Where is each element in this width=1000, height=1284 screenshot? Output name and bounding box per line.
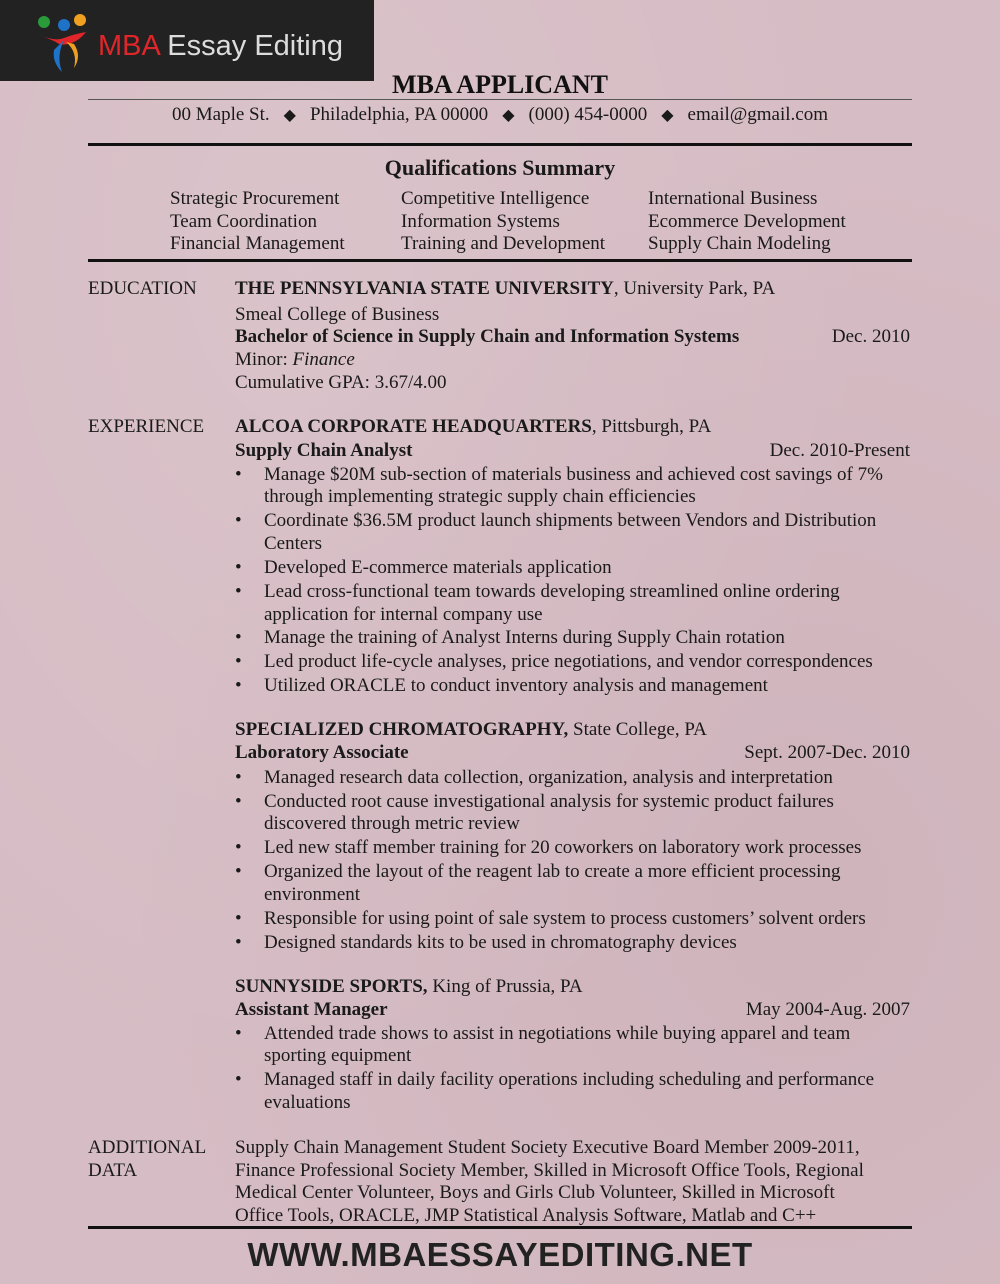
bullet-text: Lead cross-functional team towards developing streamlined online ordering — [264, 581, 840, 602]
school-name: THE PENNSYLVANIA STATE UNIVERSITY — [235, 278, 614, 299]
person-logo-icon — [34, 12, 90, 74]
logo-mba-text: MBA — [98, 30, 160, 62]
diamond-icon: ◆ — [661, 107, 674, 124]
qualification-item: Supply Chain Modeling — [648, 233, 831, 254]
company-line — [235, 976, 583, 998]
contact-phone: (000) 454-0000 — [528, 104, 648, 125]
logo-banner — [0, 0, 374, 81]
company-location: , Pittsburgh, PA — [591, 416, 712, 437]
bullet-text: discovered through metric review — [264, 813, 520, 834]
qualification-item: Financial Management — [170, 233, 345, 254]
additional-text-line: Supply Chain Management Student Society Executive Board Member 2009-2011, — [235, 1137, 860, 1158]
bullet-text: Attended trade shows to assist in negotiations while buying apparel and team — [264, 1023, 851, 1044]
section-divider — [88, 259, 912, 262]
bullet-icon: • — [235, 791, 242, 812]
job-title: Laboratory Associate — [235, 742, 409, 763]
additional-label-line1: ADDITIONAL — [88, 1137, 207, 1158]
additional-text-line: Finance Professional Society Member, Skilled in Microsoft Office Tools, Regional — [235, 1160, 864, 1181]
job-dates: Sept. 2007-Dec. 2010 — [744, 742, 910, 763]
bullet-icon: • — [235, 932, 242, 953]
bullet-text: Utilized ORACLE to conduct inventory analysis and management — [264, 675, 768, 696]
education-label: EDUCATION — [88, 278, 197, 299]
contact-address: 00 Maple St. — [172, 104, 270, 125]
section-divider — [88, 143, 912, 146]
bullet-icon: • — [235, 557, 242, 578]
bullet-text: Manage $20M sub-section of materials business and achieved cost savings of 7% — [264, 464, 883, 485]
company-name: SUNNYSIDE SPORTS, — [235, 976, 428, 997]
minor-line — [235, 349, 355, 371]
bullet-icon: • — [235, 581, 242, 602]
additional-text-line: Medical Center Volunteer, Boys and Girls Club Volunteer, Skilled in Microsoft — [235, 1182, 835, 1203]
degree: Bachelor of Science in Supply Chain and Information Systems — [235, 326, 740, 347]
bullet-text: through implementing strategic supply chain efficiencies — [264, 486, 696, 507]
school-location: , University Park, PA — [613, 278, 776, 299]
bullet-icon: • — [235, 1069, 242, 1090]
bullet-text: environment — [264, 884, 361, 905]
college-name: Smeal College of Business — [235, 304, 440, 325]
bullet-text: sporting equipment — [264, 1045, 412, 1066]
bullet-icon: • — [235, 837, 242, 858]
minor-value: Finance — [292, 349, 355, 370]
contact-line — [0, 104, 1000, 126]
bullet-text: Conducted root cause investigational analysis for systemic product failures — [264, 791, 834, 812]
contact-email: email@gmail.com — [687, 104, 828, 125]
gpa: Cumulative GPA: 3.67/4.00 — [235, 372, 447, 393]
qualification-item: Team Coordination — [170, 211, 317, 232]
bullet-text: Coordinate $36.5M product launch shipments between Vendors and Distribution — [264, 510, 877, 531]
bullet-icon: • — [235, 464, 242, 485]
footer-website-link[interactable]: WWW.MBAESSAYEDITING.NET — [247, 1236, 753, 1273]
logo-wordmark — [98, 30, 343, 63]
footer-divider — [88, 1226, 912, 1229]
bullet-text: Led product life-cycle analyses, price negotiations, and vendor correspondences — [264, 651, 873, 672]
bullet-icon: • — [235, 1023, 242, 1044]
bullet-text: Manage the training of Analyst Interns during Supply Chain rotation — [264, 627, 785, 648]
bullet-icon: • — [235, 675, 242, 696]
applicant-name: MBA APPLICANT — [392, 70, 608, 99]
job-title: Assistant Manager — [235, 999, 388, 1020]
bullet-text: evaluations — [264, 1092, 351, 1113]
bullet-icon: • — [235, 510, 242, 531]
experience-label: EXPERIENCE — [88, 416, 205, 437]
qualification-item: Ecommerce Development — [648, 211, 846, 232]
degree-date: Dec. 2010 — [831, 326, 910, 347]
bullet-text: Managed research data collection, organization, analysis and interpretation — [264, 767, 833, 788]
bullet-icon: • — [235, 767, 242, 788]
bullet-text: Organized the layout of the reagent lab to create a more efficient processing — [264, 861, 841, 882]
diamond-icon: ◆ — [283, 107, 296, 124]
school-line — [235, 278, 775, 300]
header-divider — [88, 99, 912, 100]
qualification-item: Strategic Procurement — [170, 188, 340, 209]
additional-label-line2: DATA — [88, 1160, 138, 1181]
bullet-text: application for internal company use — [264, 604, 543, 625]
contact-city: Philadelphia, PA 00000 — [309, 104, 489, 125]
company-name: ALCOA CORPORATE HEADQUARTERS — [235, 416, 592, 437]
company-location: King of Prussia, PA — [427, 976, 583, 997]
company-line — [235, 416, 711, 438]
bullet-text: Designed standards kits to be used in chromatography devices — [264, 932, 737, 953]
qualifications-title: Qualifications Summary — [384, 155, 616, 180]
qualification-item: Information Systems — [401, 211, 560, 232]
job-title: Supply Chain Analyst — [235, 440, 413, 461]
bullet-icon: • — [235, 627, 242, 648]
qualification-item: International Business — [648, 188, 818, 209]
bullet-icon: • — [235, 651, 242, 672]
qualification-item: Training and Development — [401, 233, 606, 254]
bullet-text: Developed E-commerce materials application — [264, 557, 612, 578]
job-dates: Dec. 2010-Present — [769, 440, 910, 461]
qualification-item: Competitive Intelligence — [401, 188, 590, 209]
additional-text-line: Office Tools, ORACLE, JMP Statistical Analysis Software, Matlab and C++ — [235, 1205, 817, 1226]
bullet-text: Managed staff in daily facility operations including scheduling and performance — [264, 1069, 875, 1090]
job-dates: May 2004-Aug. 2007 — [745, 999, 910, 1020]
company-line — [235, 719, 707, 741]
bullet-text: Led new staff member training for 20 coworkers on laboratory work processes — [264, 837, 862, 858]
minor-label: Minor: — [235, 349, 293, 370]
company-location: State College, PA — [568, 719, 707, 740]
bullet-icon: • — [235, 861, 242, 882]
bullet-text: Centers — [264, 533, 323, 554]
company-name: SPECIALIZED CHROMATOGRAPHY, — [235, 719, 569, 740]
diamond-icon: ◆ — [502, 107, 515, 124]
bullet-icon: • — [235, 908, 242, 929]
bullet-text: Responsible for using point of sale system to process customers’ solvent orders — [264, 908, 866, 929]
logo-rest-text: Essay Editing — [159, 30, 344, 62]
